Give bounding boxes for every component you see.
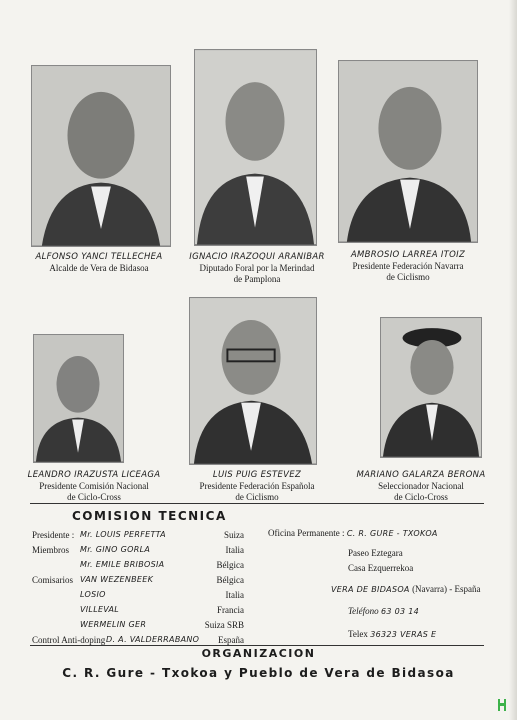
person-role: de Ciclo-Cross (394, 492, 448, 502)
oficina-line (268, 528, 438, 538)
organizacion-title: ORGANIZACION (201, 647, 316, 660)
divider-top (30, 503, 484, 504)
comision-member: VAN WEZENBEEK (80, 575, 154, 584)
person-role: Presidente Comisión Nacional (39, 481, 149, 491)
row-label: Miembros (32, 545, 69, 555)
oficina-label: Oficina Permanente : (268, 528, 345, 538)
comision-country: España (218, 635, 244, 645)
portrait-photo-3 (338, 60, 478, 243)
row-label: Presidente : (32, 530, 75, 540)
comision-member: WERMELIN GER (80, 620, 147, 629)
comision-country: Bélgica (216, 560, 244, 570)
oficina-phone-line (348, 606, 419, 616)
person-name: LEANDRO IRAZUSTA LICEAGA (27, 470, 161, 480)
divider-bottom (30, 645, 484, 646)
person-role: de Ciclismo (235, 492, 279, 502)
person-name: IGNACIO IRAZOQUI ARANIBAR (189, 252, 325, 262)
comision-member: Mr. GINO GORLA (80, 545, 151, 554)
caption-4 (20, 470, 168, 503)
comision-country: Francia (217, 605, 244, 615)
comision-row (32, 635, 105, 645)
person-role: Presidente Federación Española (199, 481, 315, 491)
page-edge-shadow (509, 0, 517, 720)
comision-country: Bélgica (216, 575, 244, 585)
caption-2 (178, 252, 336, 285)
comision-row (32, 575, 73, 585)
green-logo-icon (495, 698, 509, 712)
phone-label: Teléfono (348, 606, 379, 616)
oficina-town: VERA DE BIDASOA (331, 585, 410, 594)
portrait-photo-5 (189, 297, 317, 465)
portrait-photo-2 (194, 49, 317, 246)
comision-member: Mr. LOUIS PERFETTA (80, 530, 166, 539)
caption-6 (346, 470, 496, 503)
oficina-town-line (331, 584, 481, 594)
person-role: Diputado Foral por la Merindad (199, 263, 315, 273)
person-role: de Ciclo-Cross (67, 492, 121, 502)
person-role: Presidente Federación Navarra (352, 261, 464, 271)
person-role: de Pamplona (233, 274, 281, 284)
oficina-name: C. R. GURE - TXOKOA (346, 529, 438, 538)
caption-3 (334, 250, 482, 283)
telex-number: 36323 VERAS E (370, 630, 437, 639)
person-name: AMBROSIO LARREA ITOIZ (350, 250, 466, 260)
person-name: MARIANO GALARZA BERONA (356, 470, 486, 480)
person-role: Seleccionador Nacional (378, 481, 464, 491)
comision-country: Italia (225, 590, 244, 600)
row-label: Control Anti-doping (32, 635, 106, 645)
person-name: ALFONSO YANCI TELLECHEA (35, 252, 163, 262)
oficina-house: Casa Ezquerrekoa (348, 563, 414, 573)
comision-row (32, 530, 74, 540)
comision-member: Mr. EMILE BRIBOSIA (80, 560, 165, 569)
portrait-photo-4 (33, 334, 124, 463)
comision-country: Suiza SRB (204, 620, 244, 630)
oficina-telex-line (348, 629, 436, 639)
person-name: LUIS PUIG ESTEVEZ (212, 470, 302, 480)
row-label: Comisarios (32, 575, 74, 585)
portrait-photo-6 (380, 317, 482, 458)
caption-5 (182, 470, 332, 503)
comision-row (32, 545, 69, 555)
oficina-region: (Navarra) - España (412, 584, 481, 594)
organizacion-name: C. R. Gure - Txokoa y Pueblo de Vera de Bidasoa (62, 666, 455, 680)
phone-number: 63 03 14 (381, 607, 420, 616)
oficina-street: Paseo Eztegara (348, 548, 403, 558)
comision-country: Suiza (224, 530, 244, 540)
caption-1 (24, 252, 174, 274)
portrait-photo-1 (31, 65, 171, 247)
person-role: de Ciclismo (386, 272, 430, 282)
comision-member: VILLEVAL (80, 605, 120, 614)
comision-title: COMISION TECNICA (72, 509, 227, 523)
person-role: Alcalde de Vera de Bidasoa (49, 263, 149, 273)
telex-label: Telex (348, 629, 368, 639)
comision-member: D. A. VALDERRABANO (106, 635, 200, 644)
comision-country: Italia (225, 545, 244, 555)
comision-member: LOSIO (80, 590, 106, 599)
